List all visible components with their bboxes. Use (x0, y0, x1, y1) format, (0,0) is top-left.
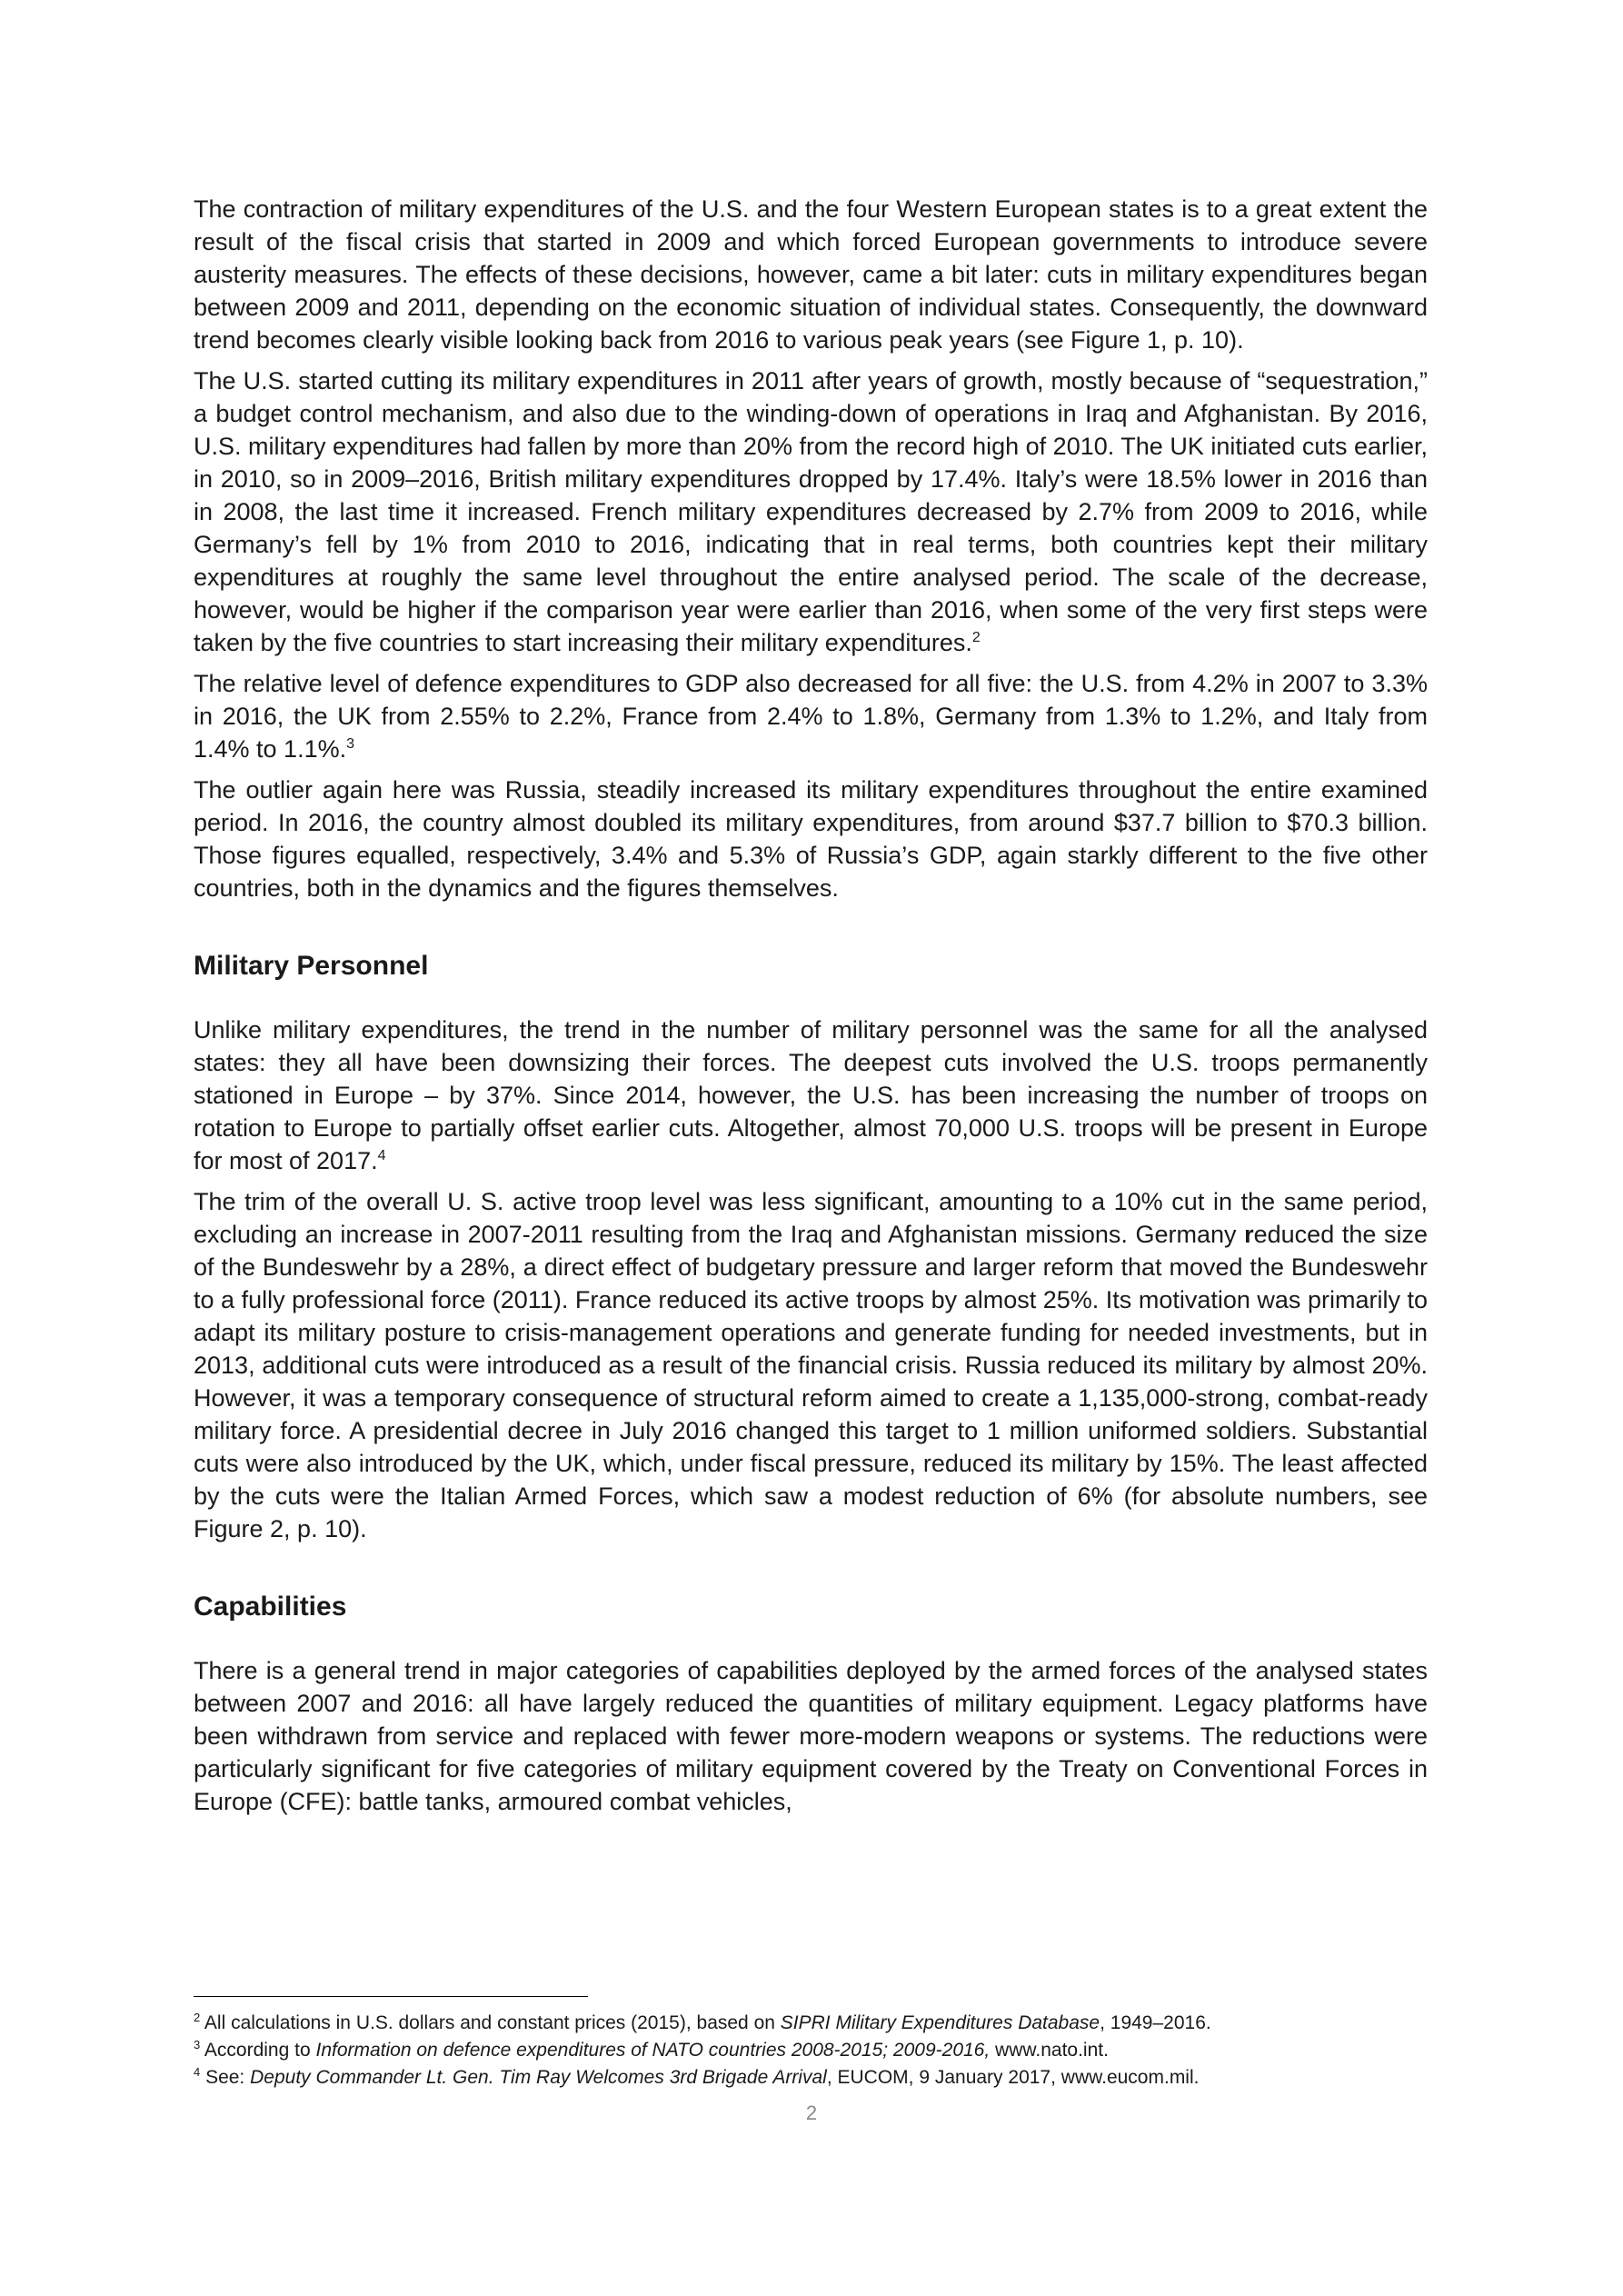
paragraph-russia-outlier: The outlier again here was Russia, steadily increased its military expenditures throughout the entire examined period. In 2016, the country almost doubled its military expenditures, from around $37.7 billion to $70.3 billion. Those figures equalled, respectively, 3.4% and 5.3% of Russia’s GDP, again starkly different to the five other countries, both in the dynamics and the figures themselves. (194, 776, 1428, 902)
footnote-3: $^3$ According to Information on defence expenditures of NATO countries 2008-2015; 2009-2016, www.nato.int. (194, 2038, 1109, 2061)
footnote-ref-2[interactable]: 2 (971, 630, 981, 645)
footnote-4: $^4$ See: Deputy Commander Lt. Gen. Tim Ray Welcomes 3rd Brigade Arrival, EUCOM, 9 January 2017, www.eucom.mil. (194, 2065, 1200, 2088)
footnotes (194, 1996, 1428, 2091)
paragraph-us-cuts: The U.S. started cutting its military expenditures in 2011 after years of growth, mostly because of “sequestration,” a budget control mechanism, and also due to the winding-down of operations in Iraq and Afghanistan. By 2016, U.S. military expenditures had fallen by more than 20% from the record high of 2010. The UK initiated cuts earlier, in 2010, so in 2009–2016, British military expenditures dropped by 17.4%. Italy’s were 18.5% lower in 2016 than in 2008, the last time it increased. French military expenditures decreased by 2.7% from 2009 to 2016, while Germany’s fell by 1% from 2010 to 2016, indicating that in real terms, both countries kept their military expenditures at roughly the same level throughout the entire analysed period. The scale of the decrease, however, would be higher if the comparison year were earlier than 2016, when some of the very first steps were taken by the five countries to start increasing their military expenditures.$^2$ (194, 367, 1428, 656)
paragraph-gdp-ratio: The relative level of defence expenditures to GDP also decreased for all five: the U.S. from 4.2% in 2007 to 3.3% in 2016, the UK from 2.55% to 2.2%, France from 2.4% to 1.8%, Germany from 1.3% to 1.2%, and Italy from 1.4% to 1.1%.$^3$ (194, 670, 1428, 763)
page-number: 2 (805, 2101, 818, 2124)
paragraph-expenditure-contraction: The contraction of military expenditures of the U.S. and the four Western European states is to a great extent the result of the fiscal crisis that started in 2009 and which forced European governments to introduce severe austerity measures. The effects of these decisions, however, came a bit later: cuts in military expenditures began between 2009 and 2011, depending on the economic situation of individual states. Consequently, the downward trend becomes clearly visible looking back from 2016 to various peak years (see Figure 1, p. 10). (194, 195, 1428, 354)
footnote-2: $^2$ All calculations in U.S. dollars and constant prices (2015), based on SIPRI Military Expenditures Database, 1949–2016. (194, 2011, 1211, 2033)
footnote-ref-3[interactable]: 3 (346, 736, 355, 752)
heading-capabilities: Capabilities (194, 1592, 347, 1622)
paragraph-troop-reductions: The trim of the overall U. S. active troop level was less significant, amounting to a 10% cut in the same period, excluding an increase in 2007-2011 resulting from the Iraq and Afghanistan missions. Germany reduced the size of the Bundeswehr by a 28%, a direct effect of budgetary pressure and larger reform that moved the Bundeswehr to a fully professional force (2011). France reduced its active troops by almost 25%. Its motivation was primarily to adapt its military posture to crisis-management operations and generate funding for needed investments, but in 2013, additional cuts were introduced as a result of the financial crisis. Russia reduced its military by almost 20%. However, it was a temporary consequence of structural reform aimed to create a 1,135,000-strong, combat-ready military force. A presidential decree in July 2016 changed this target to 1 million uniformed soldiers. Substantial cuts were also introduced by the UK, which, under fiscal pressure, reduced its military by 15%. The least affected by the cuts were the Italian Armed Forces, which saw a modest reduction of 6% (for absolute numbers, see Figure 2, p. 10). (194, 1188, 1428, 1542)
paragraph-capabilities-trend: There is a general trend in major categories of capabilities deployed by the armed forces of the analysed states between 2007 and 2016: all have largely reduced the quantities of military equipment. Legacy platforms have been withdrawn from service and replaced with fewer more-modern weapons or systems. The reductions were particularly significant for five categories of military equipment covered by the Treaty on Conventional Forces in Europe (CFE): battle tanks, armoured combat vehicles, (194, 1657, 1428, 1815)
footnote-divider (194, 1996, 588, 1997)
paragraph-personnel-trend: Unlike military expenditures, the trend in the number of military personnel was the same for all the analysed states: they all have been downsizing their forces. The deepest cuts involved the U.S. troops permanently stationed in Europe – by 37%. Since 2014, however, the U.S. has been increasing the number of troops on rotation to Europe to partially offset earlier cuts. Altogether, almost 70,000 U.S. troops will be present in Europe for most of 2017.$^4$ (194, 1016, 1428, 1174)
page-body (194, 193, 1428, 1826)
heading-military-personnel: Military Personnel (194, 951, 429, 981)
footnote-ref-4[interactable]: 4 (377, 1148, 386, 1163)
